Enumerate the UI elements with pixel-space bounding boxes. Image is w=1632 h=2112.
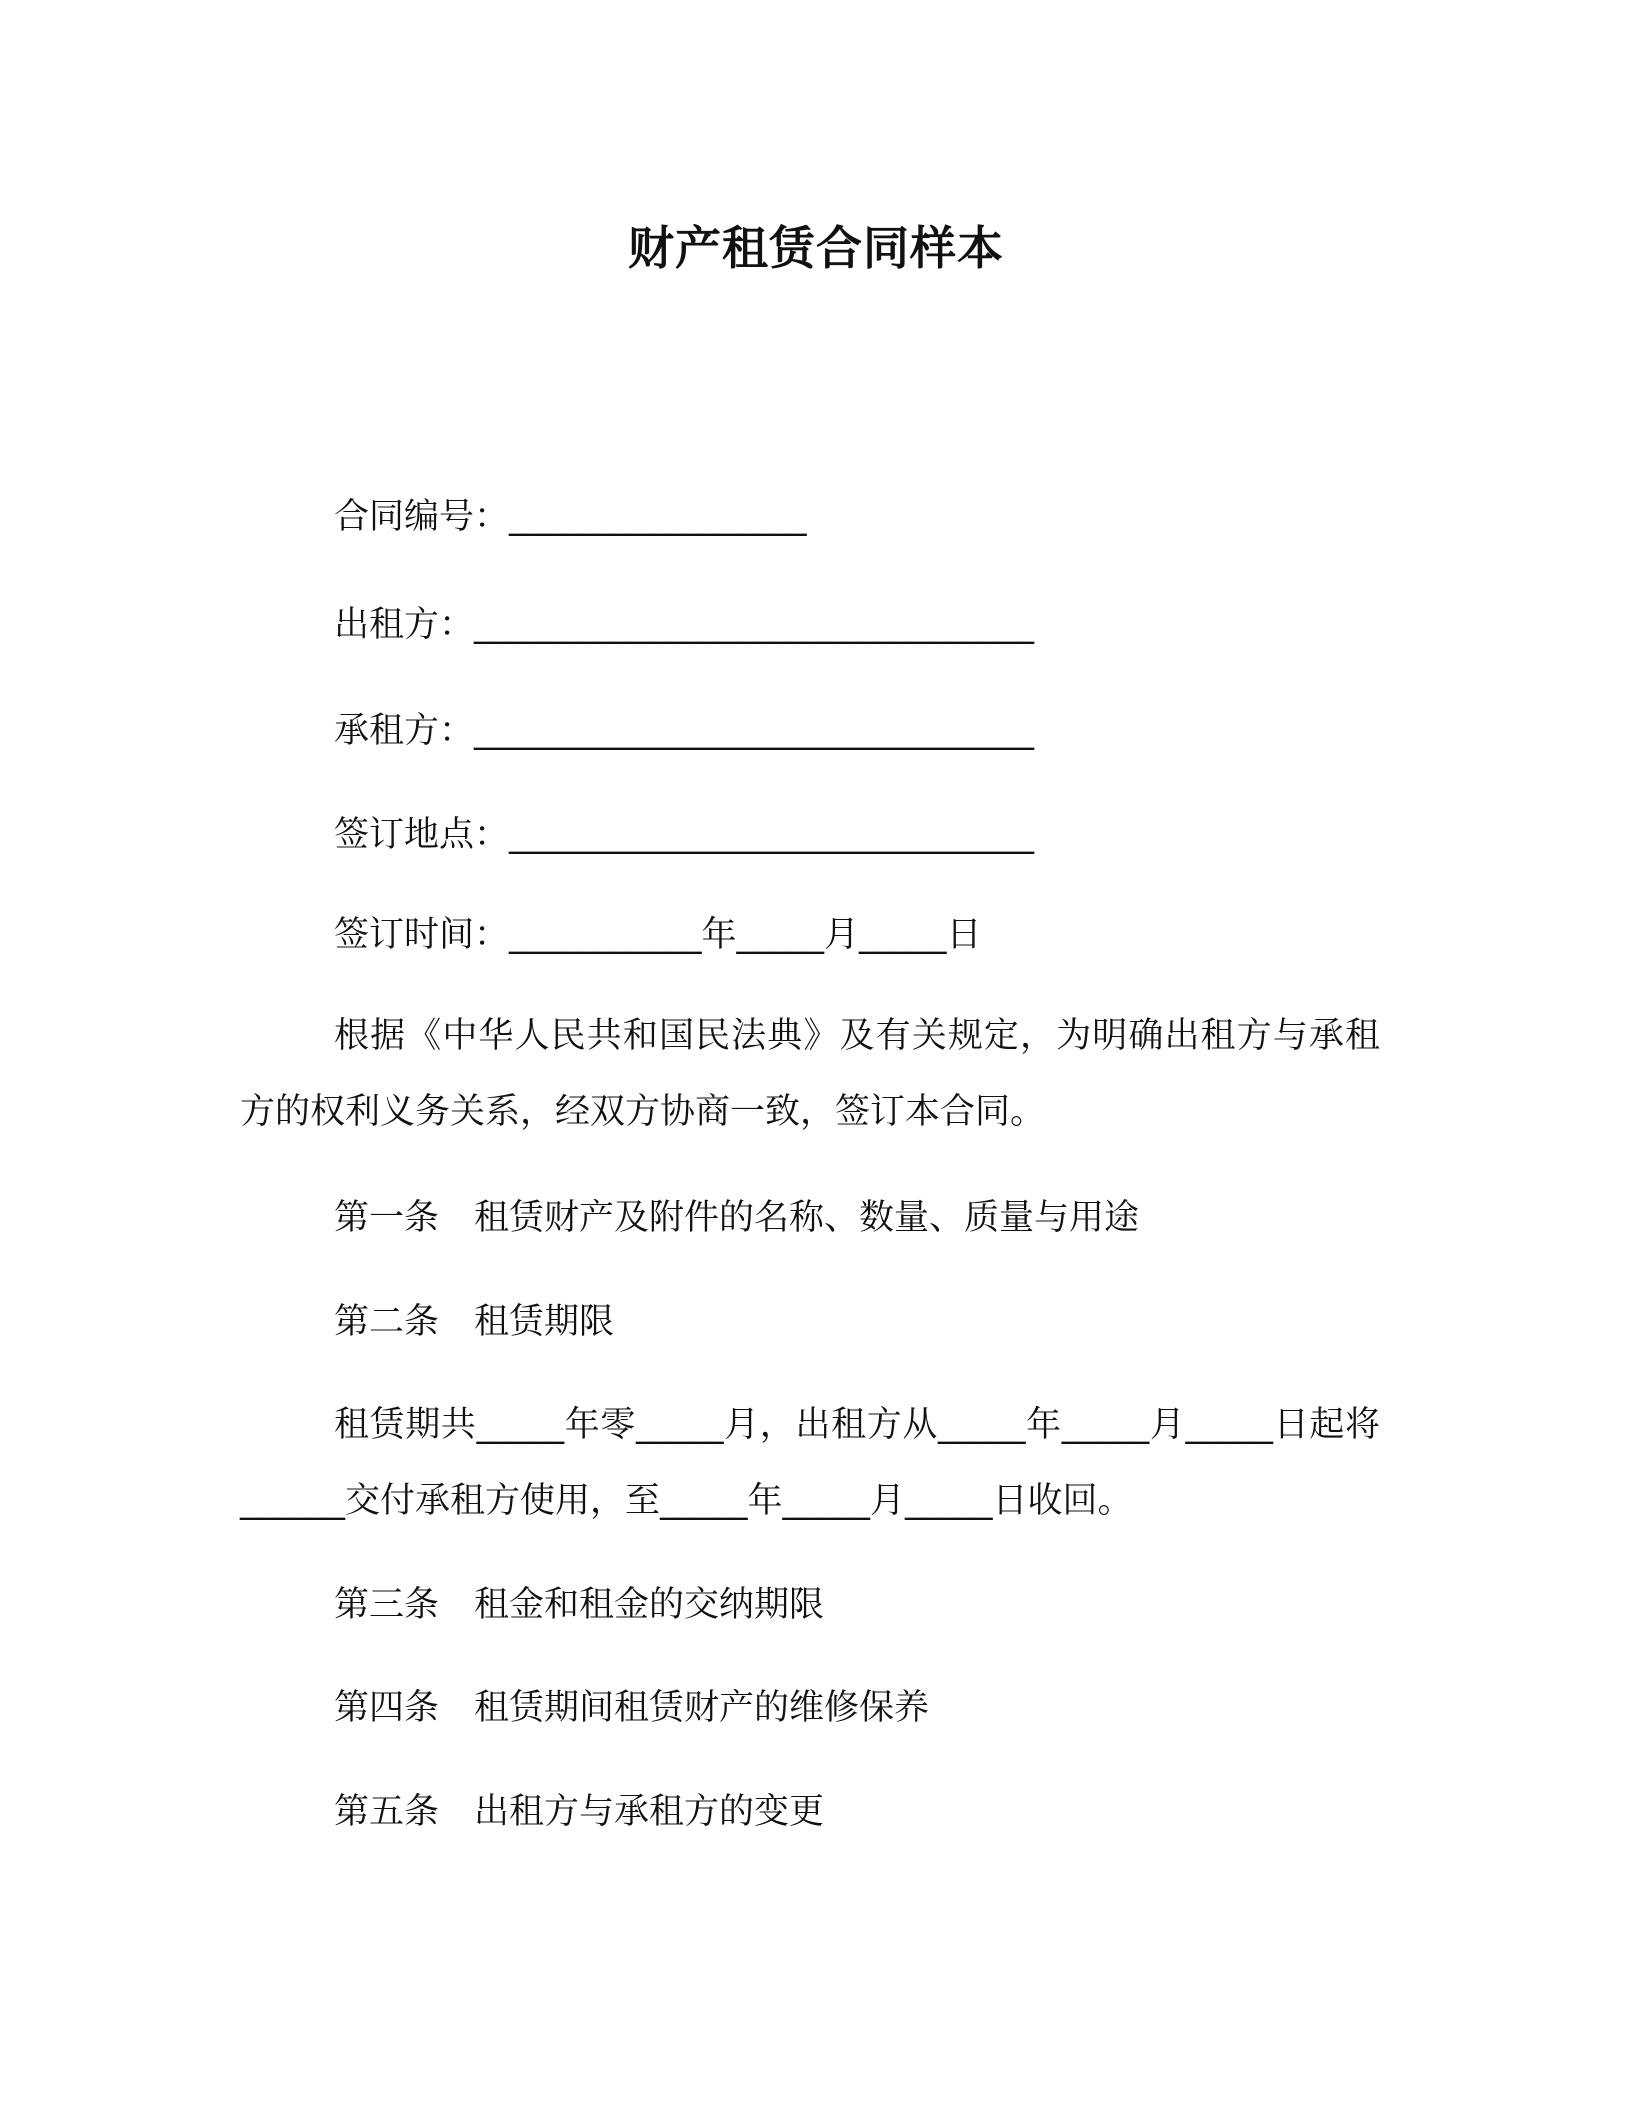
article-3-heading: 第三条 租金和租金的交纳期限 [334, 1585, 825, 1625]
article-1-heading: 第一条 租赁财产及附件的名称、数量、质量与用途 [334, 1198, 1140, 1238]
signing-place-field: 签订地点：______________________________ [334, 815, 1035, 855]
contract-number-field: 合同编号：_________________ [334, 497, 807, 537]
document-title: 财产租赁合同样本 [628, 221, 1004, 275]
lessee-field: 承租方：________________________________ [334, 711, 1035, 751]
signing-time-field: 签订时间：___________年_____月_____日 [334, 915, 982, 955]
intro-paragraph: 根据《中华人民共和国民法典》及有关规定，为明确出租方与承租方的权利义务关系，经双方协商一致，签订本合同。 [240, 1016, 1380, 1132]
article-5-heading: 第五条 出租方与承租方的变更 [334, 1792, 825, 1832]
lessor-field: 出租方：________________________________ [334, 605, 1035, 645]
article-2-heading: 第二条 租赁期限 [334, 1302, 615, 1342]
article-4-heading: 第四条 租赁期间租赁财产的维修保养 [334, 1688, 930, 1728]
article-2-body: 租赁期共_____年零_____月，出租方从_____年_____月_____日起将______交付承租方使用，至_____年_____月_____日收回。 [240, 1405, 1380, 1521]
